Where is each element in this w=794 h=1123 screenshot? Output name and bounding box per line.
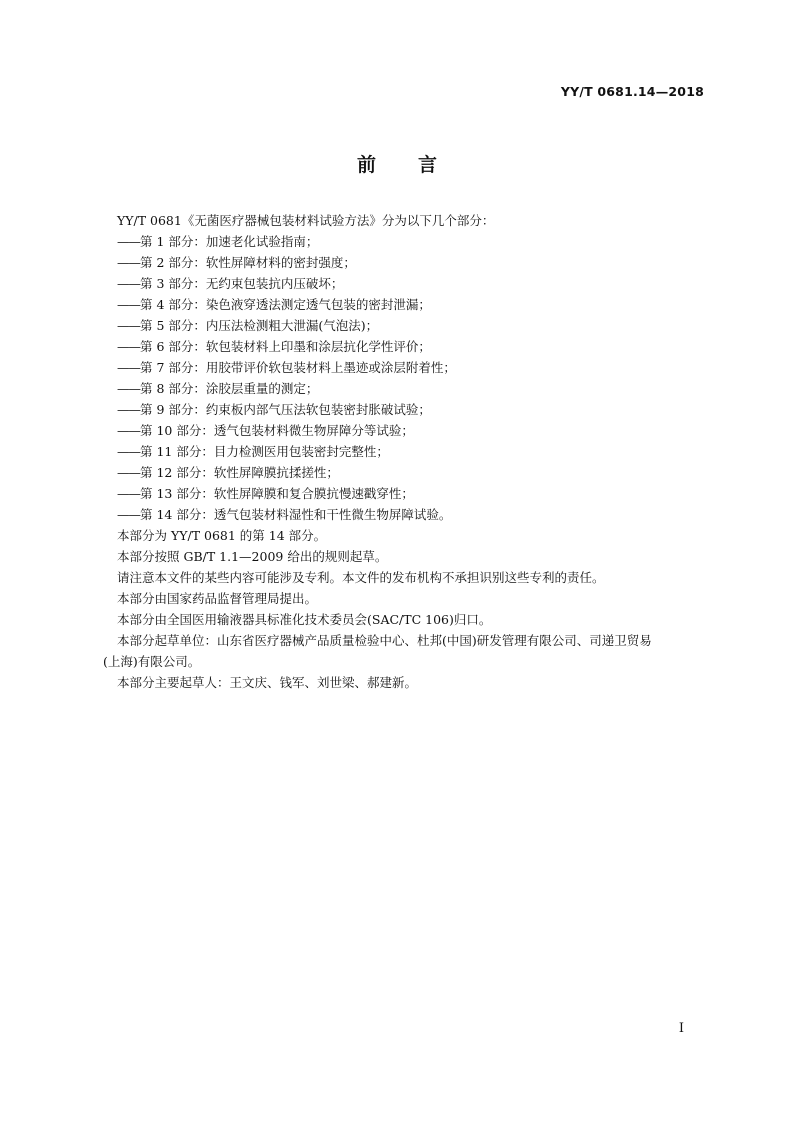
list-item-text: 第 4 部分：染色液穿透法测定透气包装的密封泄漏； [140, 297, 431, 312]
document-code: YY/T 0681.14—2018 [560, 84, 704, 99]
list-item-text: 第 14 部分：透气包装材料湿性和干性微生物屏障试验。 [140, 507, 452, 522]
list-item-text: 第 11 部分：目力检测医用包装密封完整性； [140, 444, 389, 459]
proposer-paragraph: 本部分由国家药品监督管理局提出。 [117, 591, 318, 606]
drafting-units-continuation: (上海)有限公司。 [103, 654, 201, 669]
intro-paragraph: YY/T 0681《无菌医疗器械包装材料试验方法》分为以下几个部分： [117, 213, 495, 228]
page-number: I [678, 1021, 684, 1036]
drafters-paragraph: 本部分主要起草人：王文庆、钱军、刘世梁、郝建新。 [117, 675, 418, 690]
part-number-paragraph: 本部分为 YY/T 0681 的第 14 部分。 [117, 528, 327, 543]
list-item [117, 441, 707, 462]
list-dash: —— [117, 339, 140, 354]
list-dash: —— [117, 486, 140, 501]
list-dash: —— [117, 402, 140, 417]
list-item [117, 462, 707, 483]
list-item-text: 第 1 部分：加速老化试验指南； [140, 234, 319, 249]
list-item-text: 第 9 部分：约束板内部气压法软包装密封胀破试验； [140, 402, 431, 417]
list-dash: —— [117, 297, 140, 312]
list-item-text: 第 8 部分：涂胶层重量的测定； [140, 381, 319, 396]
committee-paragraph: 本部分由全国医用输液器具标准化技术委员会(SAC/TC 106)归口。 [117, 612, 492, 627]
list-dash: —— [117, 234, 140, 249]
list-item [117, 504, 707, 525]
list-dash: —— [117, 444, 140, 459]
list-dash: —— [117, 255, 140, 270]
list-item-text: 第 3 部分：无约束包装抗内压破坏； [140, 276, 344, 291]
list-item [117, 231, 707, 252]
list-dash: —— [117, 507, 140, 522]
list-item-text: 第 10 部分：透气包装材料微生物屏障分等试验； [140, 423, 414, 438]
list-item [117, 420, 707, 441]
list-item [117, 315, 707, 336]
list-item-text: 第 6 部分：软包装材料上印墨和涂层抗化学性评价； [140, 339, 431, 354]
list-item [117, 378, 707, 399]
patent-notice-paragraph: 请注意本文件的某些内容可能涉及专利。本文件的发布机构不承担识别这些专利的责任。 [117, 570, 605, 585]
list-item [117, 357, 707, 378]
list-dash: —— [117, 423, 140, 438]
list-item-text: 第 12 部分：软性屏障膜抗揉搓性； [140, 465, 339, 480]
list-dash: —— [117, 276, 140, 291]
list-item-text: 第 2 部分：软性屏障材料的密封强度； [140, 255, 356, 270]
drafting-units-paragraph: 本部分起草单位：山东省医疗器械产品质量检验中心、杜邦(中国)研发管理有限公司、司递卫贸易 [117, 633, 652, 648]
list-dash: —— [117, 381, 140, 396]
document-body [103, 210, 707, 693]
list-dash: —— [117, 360, 140, 375]
list-item-text: 第 7 部分：用胶带评价软包装材料上墨迹或涂层附着性； [140, 360, 456, 375]
list-item [117, 252, 707, 273]
list-item-text: 第 5 部分：内压法检测粗大泄漏(气泡法)； [140, 318, 379, 333]
list-item-text: 第 13 部分：软性屏障膜和复合膜抗慢速戳穿性； [140, 486, 414, 501]
list-dash: —— [117, 318, 140, 333]
list-dash: —— [117, 465, 140, 480]
list-item [117, 273, 707, 294]
list-item [117, 336, 707, 357]
page-title: 前言 [356, 154, 479, 176]
list-item [117, 483, 707, 504]
list-item [117, 294, 707, 315]
list-item [117, 399, 707, 420]
drafting-rules-paragraph: 本部分按照 GB/T 1.1—2009 给出的规则起草。 [117, 549, 388, 564]
